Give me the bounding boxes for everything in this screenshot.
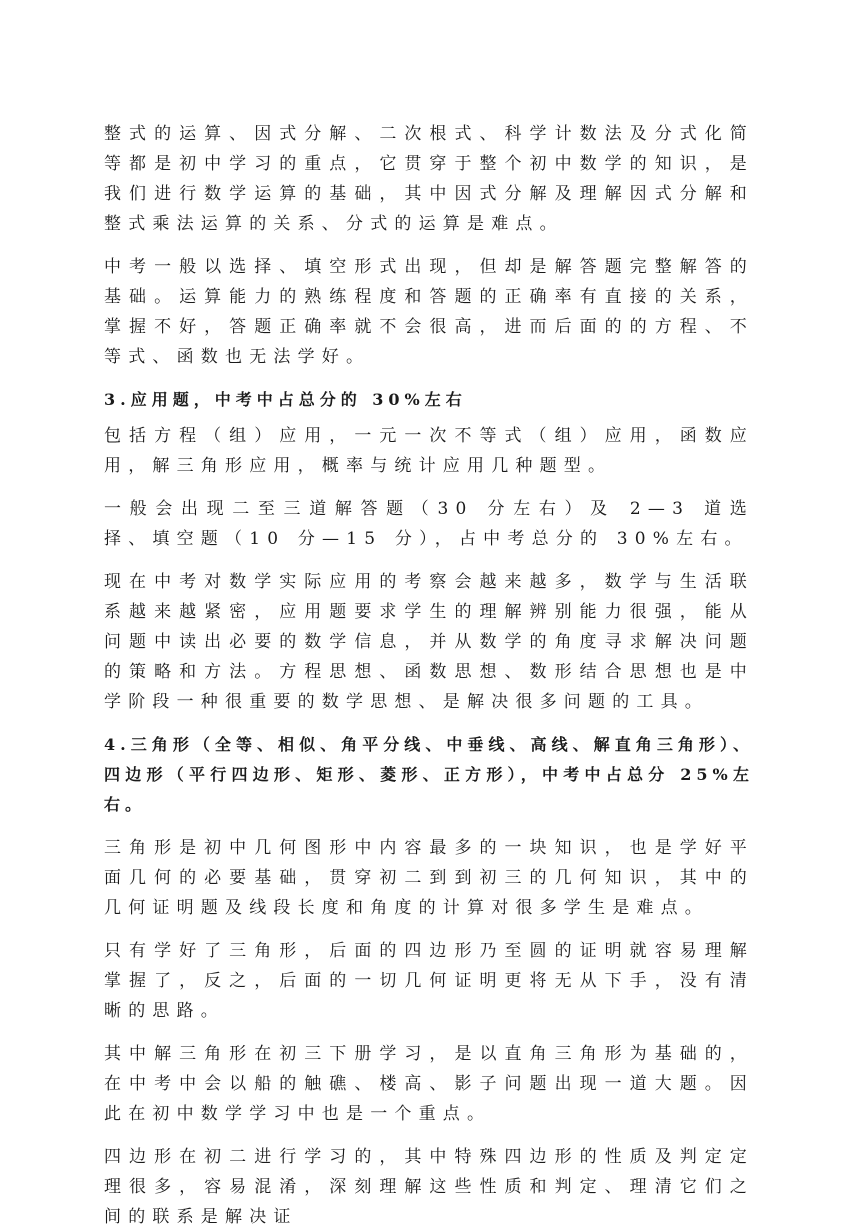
paragraph-word-problem-score: 一般会出现二至三道解答题（30 分左右）及 2—3 道选择、填空题（10 分—15 分），占中考总分的 30%左右。 bbox=[104, 499, 754, 549]
paragraph-triangle-importance: 只有学好了三角形，后面的四边形乃至圆的证明就容易理解掌握了，反之，后面的一切几何证明更将无从下手，没有清晰的思路。 bbox=[104, 941, 754, 1021]
paragraph-solving-triangles: 其中解三角形在初三下册学习，是以直角三角形为基础的，在中考中会以船的触礁、楼高、影子问题出现一道大题。因此在初中数学学习中也是一个重点。 bbox=[104, 1044, 754, 1124]
paragraph-algebra-intro: 整式的运算、因式分解、二次根式、科学计数法及分式化简等都是初中学习的重点，它贯穿于整个初中数学的知识，是我们进行数学运算的基础，其中因式分解及理解因式分解和整式乘法运算的关系、分式的运算是难点。 bbox=[104, 124, 754, 234]
paragraph-triangle-intro: 三角形是初中几何图形中内容最多的一块知识，也是学好平面几何的必要基础，贯穿初二到到初三的几何知识，其中的几何证明题及线段长度和角度的计算对很多学生是难点。 bbox=[104, 838, 754, 918]
paragraph-word-problem-trend: 现在中考对数学实际应用的考察会越来越多，数学与生活联系越来越紧密，应用题要求学生的理解辨别能力很强，能从问题中读出必要的数学信息，并从数学的角度寻求解决问题的策略和方法。方程思想、函数思想、数形结合思想也是中学阶段一种很重要的数学思想、是解决很多问题的工具。 bbox=[104, 572, 754, 712]
heading-geometry: 4.三角形（全等、相似、角平分线、中垂线、高线、解直角三角形）、四边形（平行四边形、矩形、菱形、正方形），中考中占总分 25%左右。 bbox=[104, 735, 754, 814]
heading-word-problems: 3.应用题，中考中占总分的 30%左右 bbox=[104, 390, 467, 409]
paragraph-quadrilaterals: 四边形在初二进行学习的，其中特殊四边形的性质及判定定理很多，容易混淆，深刻理解这些性质和判定、理清它们之间的联系是解决证 bbox=[104, 1147, 754, 1227]
paragraph-word-problem-types: 包括方程（组）应用，一元一次不等式（组）应用，函数应用，解三角形应用，概率与统计应用几种题型。 bbox=[104, 426, 754, 476]
paragraph-algebra-exam: 中考一般以选择、填空形式出现，但却是解答题完整解答的基础。运算能力的熟练程度和答题的正确率有直接的关系，掌握不好，答题正确率就不会很高，进而后面的的方程、不等式、函数也无法学好。 bbox=[104, 257, 754, 367]
